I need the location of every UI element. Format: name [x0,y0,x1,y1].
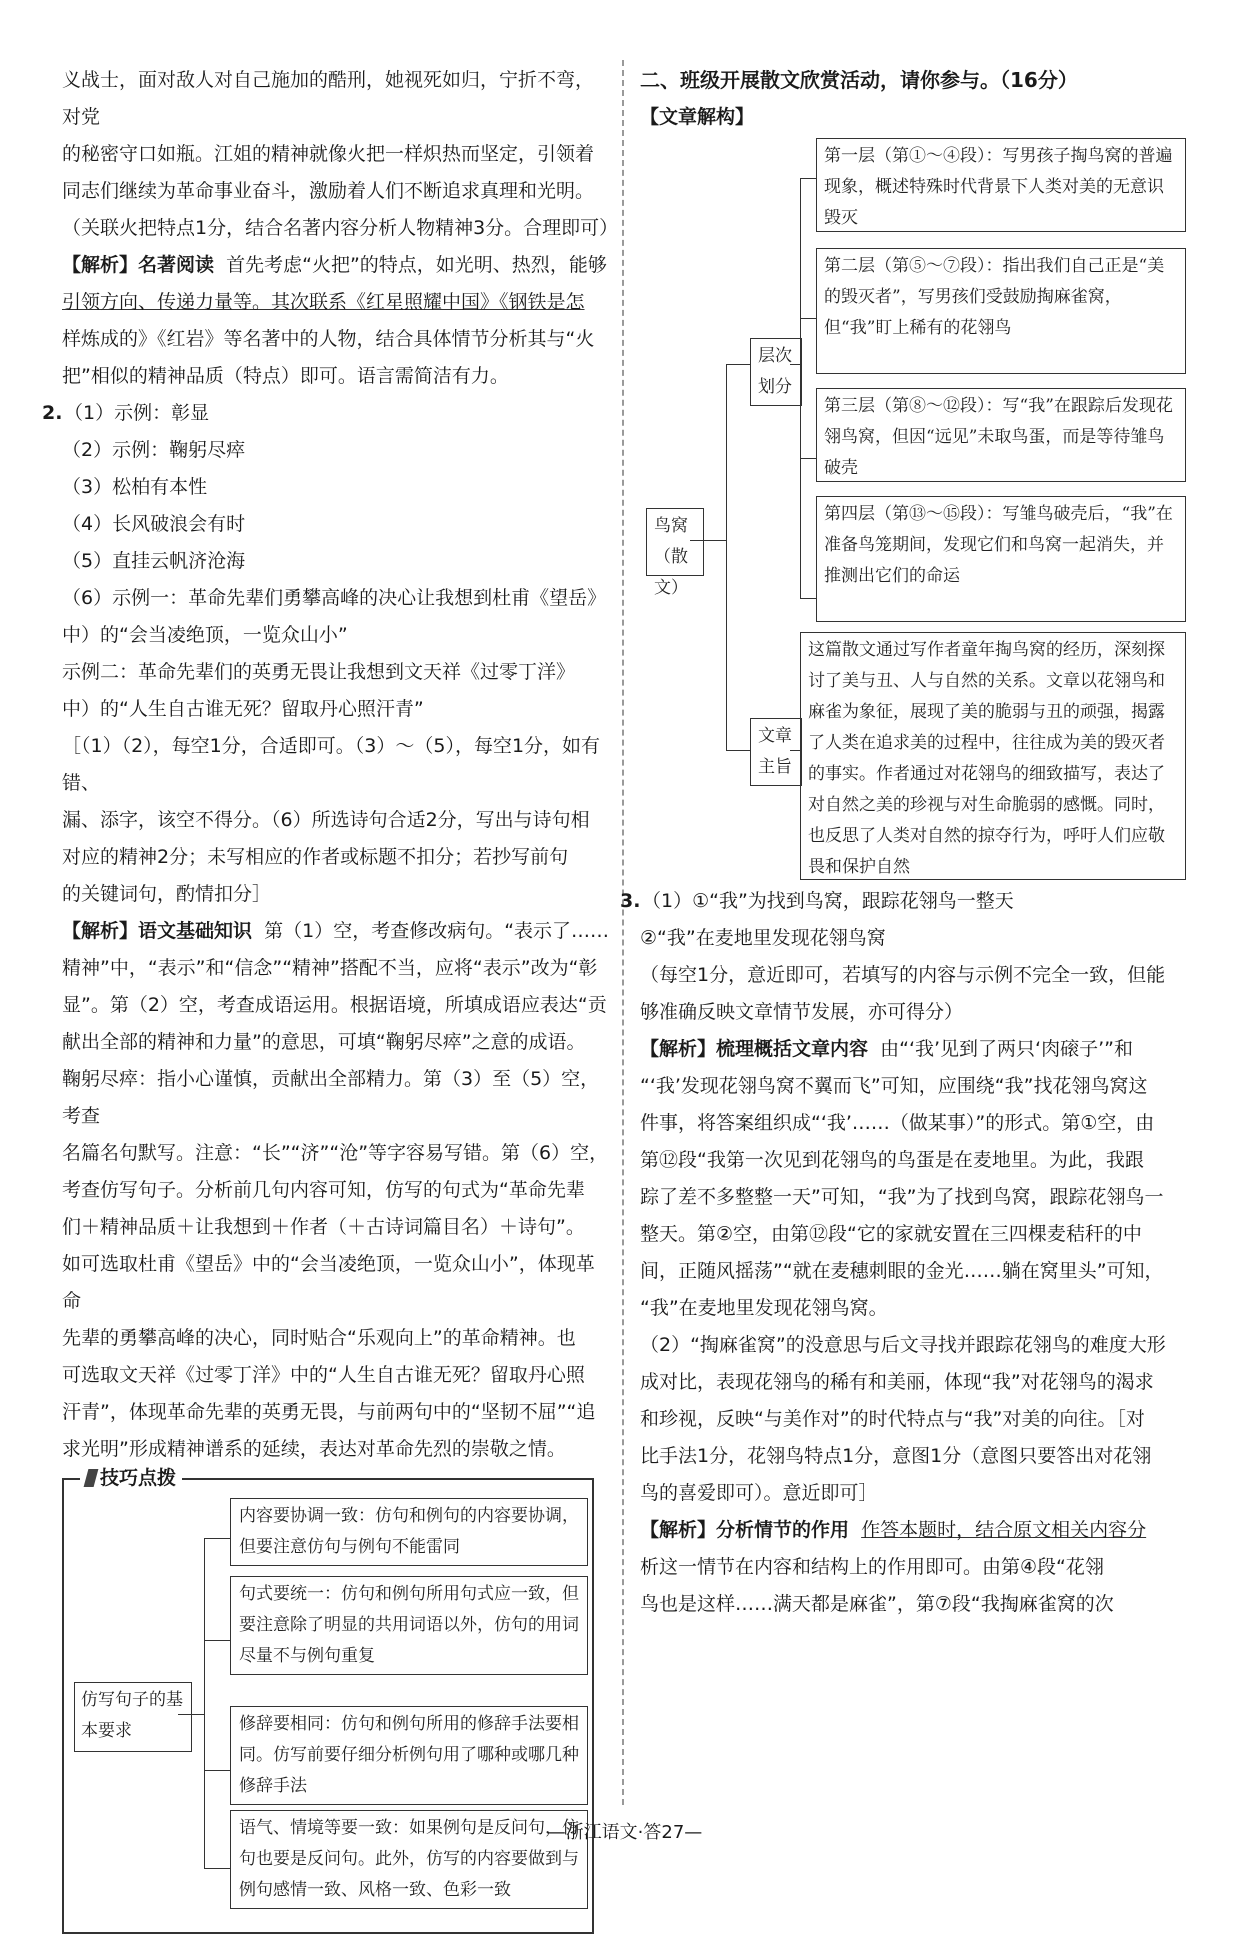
section-title: 二、班级开展散文欣赏活动，请你参与。（16分） [640,68,1078,92]
analysis-tag: 【解析】 [62,254,139,276]
connector-line [726,364,750,365]
answer-line: 鸟的喜爱即可）。意近即可］ [640,1482,878,1504]
text-line: 显”。第（2）空，考查成语运用。根据语境，所填成语应表达“贡 [62,994,607,1016]
connector-line [800,178,816,179]
answer-line: （2）示例：鞠躬尽瘁 [62,439,246,461]
structure-diagram [640,138,1192,883]
text-line: “‘我’发现花翎鸟窝不翼而飞”可知，应围绕“我”找花翎鸟窝这 [640,1075,1148,1097]
analysis-tag: 【解析】 [62,920,139,942]
answer-line: （1）示例：彰显 [64,402,210,424]
text-line: 由“‘我’见到了两只‘肉磙子’”和 [880,1038,1133,1060]
answer-line: （3）松柏有本性 [62,476,208,498]
text-line: 的秘密守口如瓶。江姐的精神就像火把一样炽热而坚定，引领着 [62,143,595,165]
answer-line: （6）示例一：革命先辈们勇攀高峰的决心让我想到杜甫《望岳》 [62,587,607,609]
answer-line: 够准确反映文章情节发展，亦可得分） [640,1001,964,1023]
text-line: 首先考虑“火把”的特点，如光明、热烈，能够 [226,254,607,276]
answer-line: 对应的精神2分；未写相应的作者或标题不扣分；若抄写前句 [62,846,569,868]
connector-line [800,318,816,319]
text-line: （关联火把特点1分，结合名著内容分析人物精神3分。合理即可） [62,217,619,239]
layer-box: 第三层（第⑧～⑫段）：写“我”在跟踪后发现花翎鸟窝，但因“远见”未取鸟蛋，而是等待雏鸟破壳 [816,388,1186,482]
diagram-branch: 文章主旨 [750,718,802,786]
analysis-topic: 名著阅读 [138,254,215,276]
text-line: 义战士，面对敌人对自己施加的酷刑，她视死如归，宁折不弯，对党 [62,69,595,128]
analysis-line [62,247,610,284]
text-line: 作答本题时，结合原文相关内容分 [861,1519,1147,1541]
connector-line [726,364,727,750]
analysis-tag: 【解析】 [640,1038,717,1060]
answer-line: 中）的“会当凌绝顶，一览众山小” [62,624,348,646]
text-line: 析这一情节在内容和结构上的作用即可。由第④段“花翎 [640,1556,1104,1578]
text-line: 把”相似的精神品质（特点）即可。语言需简洁有力。 [62,365,509,387]
right-column [620,62,1192,1623]
analysis-topic: 分析情节的作用 [716,1519,850,1541]
tips-item: 句式要统一：仿句和例句所用句式应一致，但要注意除了明显的共用词语以外，仿句的用词尽量不与例句重复 [230,1576,588,1675]
connector-line [800,598,816,599]
answer-line: （1）①“我”为找到鸟窝，跟踪花翎鸟一整天 [642,890,1014,912]
text-line: 考查仿写句子。分析前几句内容可知，仿写的句式为“革命先辈 [62,1179,585,1201]
text-line: 整天。第②空，由第⑫段“它的家就安置在三四棵麦秸秆的中 [640,1223,1142,1245]
answer-line: 的关键词句，酌情扣分］ [62,883,272,905]
answer-line: ②“我”在麦地里发现花翎鸟窝 [640,927,886,949]
tips-item: 修辞要相同：仿句和例句所用的修辞手法要相同。仿写前要仔细分析例句用了哪种或哪几种修辞手法 [230,1706,588,1805]
text-line: 同志们继续为革命事业奋斗，激励着人们不断追求真理和光明。 [62,180,595,202]
text-line: 求光明”形成精神谱系的延续，表达对革命先烈的崇敬之情。 [62,1438,566,1460]
question-number: 3. [620,890,641,912]
analysis-topic: 语文基础知识 [138,920,253,942]
text-line: 件事，将答案组织成“‘我’……（做某事）”的形式。第①空，由 [640,1112,1155,1134]
q2-line [42,395,610,432]
page-footer: —浙江语文·答27— [547,1822,703,1843]
text-line: 可选取文天祥《过零丁洋》中的“人生自古谁无死？留取丹心照 [62,1364,585,1386]
q3-line [620,883,1192,920]
answer-line: ［（1）（2），每空1分，合适即可。（3）～（5），每空1分，如有错、 [62,735,601,794]
text-line: “我”在麦地里发现花翎鸟窝。 [640,1297,888,1319]
text-line: 第（1）空，考查修改病句。“表示了…… [264,920,610,942]
connector-line [204,1868,230,1869]
answer-line: 中）的“人生自古谁无死？留取丹心照汗青” [62,698,424,720]
tips-root-node: 仿写句子的基本要求 [74,1682,192,1752]
answer-line: （5）直挂云帆济沧海 [62,550,246,572]
text-line: 汗青”，体现革命先辈的英勇无畏，与前两句中的“坚韧不屈”“追 [62,1401,596,1423]
answer-line: （2）“掏麻雀窝”的没意思与后文寻找并跟踪花翎鸟的难度大形 [640,1334,1166,1356]
connector-line [726,750,750,751]
answer-line: （每空1分，意近即可，若填写的内容与示例不完全一致，但能 [640,964,1166,986]
connector-line [204,1770,230,1771]
answer-line: 成对比，表现花翎鸟的稀有和美丽，体现“我”对花翎鸟的渴求 [640,1371,1154,1393]
diagram-branch: 层次划分 [750,338,802,406]
sub-title: 【文章解构】 [640,106,755,128]
text-line: 样炼成的》《红岩》等名著中的人物，结合具体情节分析其与“火 [62,328,595,350]
connector-line [204,1640,230,1641]
text-line: 引领方向、传递力量等。其次联系《红星照耀中国》《钢铁是怎 [62,291,585,313]
left-column [42,62,619,1934]
tips-title-text: 技巧点拨 [100,1467,177,1489]
answer-line: 比手法1分，花翎鸟特点1分，意图1分（意图只要答出对花翎 [640,1445,1152,1467]
text-line: 第⑫段“我第一次见到花翎鸟的鸟蛋是在麦地里。为此，我跟 [640,1149,1144,1171]
diagram-root: 鸟窝（散文） [646,508,704,576]
answer-line: 漏、添字，该空不得分。（6）所选诗句合适2分，写出与诗句相 [62,809,590,831]
answer-line: 和珍视，反映“与美作对”的时代特点与“我”对美的向往。［对 [640,1408,1145,1430]
text-line: 间，正随风摇荡”“就在麦穗刺眼的金光……躺在窝里头”可知， [640,1260,1164,1282]
text-line: 鞠躬尽瘁：指小心谨慎，贡献出全部精力。第（3）至（5）空，考查 [62,1068,600,1127]
text-line: 先辈的勇攀高峰的决心，同时贴合“乐观向上”的革命精神。也 [62,1327,576,1349]
analysis-line [640,1031,1192,1068]
tips-item: 语气、情境等要一致：如果例句是反问句，仿句也要是反问句。此外，仿写的内容要做到与例句感情一致、风格一致、色彩一致 [230,1810,588,1909]
text-line: 如可选取杜甫《望岳》中的“会当凌绝顶，一览众山小”，体现革命 [62,1253,595,1312]
text-line: 献出全部的精神和力量”的意思，可填“鞠躬尽瘁”之意的成语。 [62,1031,586,1053]
pen-icon [84,1469,99,1487]
answer-line: （4）长风破浪会有时 [62,513,246,535]
analysis-line [640,1512,1192,1549]
text-line: 踪了差不多整整一天”可知，“我”为了找到鸟窝，跟踪花翎鸟一 [640,1186,1164,1208]
theme-box: 这篇散文通过写作者童年掏鸟窝的经历，深刻探讨了美与丑、人与自然的关系。文章以花翎鸟和麻雀为象征，展现了美的脆弱与丑的顽强，揭露了人类在追求美的过程中，往往成为美的毁灭者的事实。作者通过对花翎鸟的细致描写，表达了对自然之美的珍视与对生命脆弱的感慨。同时，也反思了人类对自然的掠夺行为，呼吁人们应敬畏和保护自然 [800,632,1186,880]
layer-box: 第四层（第⑬～⑮段）：写雏鸟破壳后，“我”在准备鸟笼期间，发现它们和鸟窝一起消失，并推测出它们的命运 [816,496,1186,622]
layer-box: 第一层（第①～④段）：写男孩子掏鸟窝的普遍现象，概述特殊时代背景下人类对美的无意识毁灭 [816,138,1186,232]
text-line: 名篇名句默写。注意：“长”“济”“沧”等字容易写错。第（6）空， [62,1142,609,1164]
tips-title [80,1464,182,1492]
connector-line [204,1538,230,1539]
connector-line [800,458,816,459]
answer-line: 示例二：革命先辈们的英勇无畏让我想到文天祥《过零丁洋》 [62,661,576,683]
analysis-line [62,913,610,950]
text-line: 鸟也是这样……满天都是麻雀”，第⑦段“我掏麻雀窝的次 [640,1593,1114,1615]
question-number: 2. [42,402,63,424]
text-line: 精神”中，“表示”和“信念”“精神”搭配不当，应将“表示”改为“彰 [62,957,598,979]
tips-box [62,1467,594,1934]
column-divider [622,60,624,1805]
layer-box: 第二层（第⑤～⑦段）：指出我们自己正是“美的毁灭者”，写男孩们受鼓励掏麻雀窝，但“我”盯上稀有的花翎鸟 [816,248,1186,374]
analysis-topic: 梳理概括文章内容 [716,1038,869,1060]
text-line: 们＋精神品质＋让我想到＋作者（＋古诗词篇目名）＋诗句”。 [62,1216,585,1238]
tips-item: 内容要协调一致：仿句和例句的内容要协调，但要注意仿句与例句不能雷同 [230,1498,588,1566]
analysis-tag: 【解析】 [640,1519,717,1541]
